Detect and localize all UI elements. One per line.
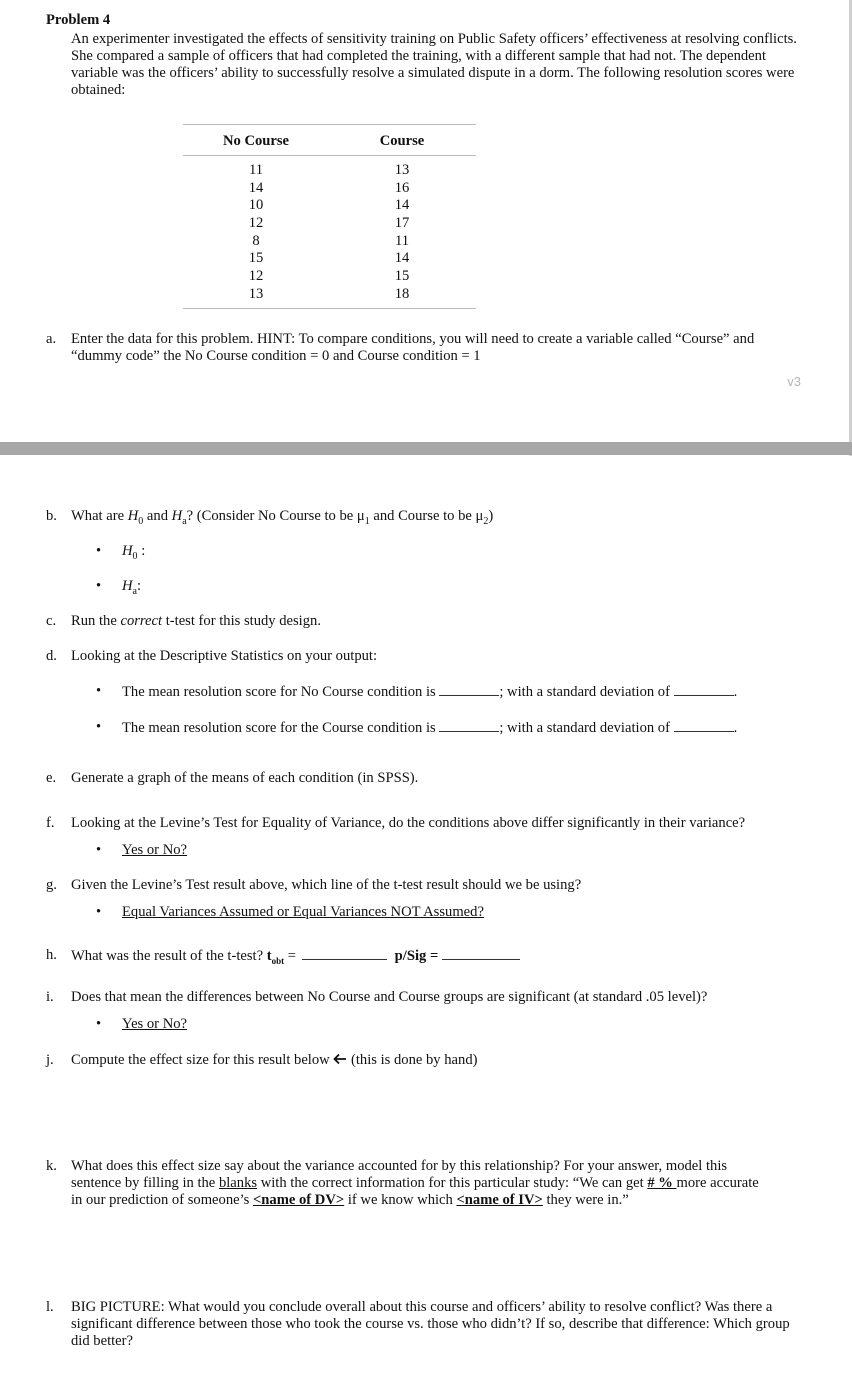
- qc-em: correct: [120, 613, 163, 629]
- table-row: [183, 162, 476, 180]
- table-row: [183, 180, 476, 198]
- cell-no-course: 8: [252, 232, 260, 249]
- table-body: [183, 156, 476, 308]
- cell-course: 14: [394, 197, 410, 214]
- cell-no-course: 12: [248, 268, 264, 285]
- qj-text: Compute the effect size for this result below: [71, 1052, 334, 1068]
- h0-symbol: H: [122, 543, 133, 559]
- question-e-text: Generate a graph of the means of each condition (in SPSS).: [71, 770, 419, 786]
- question-a-label: a.: [46, 331, 57, 347]
- qb-post2: and Course to be μ: [369, 508, 484, 524]
- question-a-text: Enter the data for this problem. HINT: To compare conditions, you will need to create a variable called “Course” and “dummy code” the No Course condition = 0 and Course condition = 1: [71, 331, 755, 364]
- d2-text-c: .: [733, 720, 738, 736]
- bullet-icon: •: [96, 683, 102, 699]
- qk-p4: if we know which: [344, 1192, 457, 1208]
- cell-course: 14: [394, 250, 410, 267]
- question-b-label: b.: [46, 508, 57, 524]
- question-h-label: h.: [46, 947, 57, 963]
- question-d-label: d.: [46, 648, 57, 664]
- d1-text-a: The mean resolution score for No Course condition is: [122, 684, 440, 700]
- h0-line: [122, 543, 145, 565]
- question-f-label: f.: [46, 815, 55, 831]
- question-g-answer: Equal Variances Assumed or Equal Variances NOT Assumed?: [122, 904, 484, 920]
- d2-text-a: The mean resolution score for the Course condition is: [122, 720, 440, 736]
- qk-p2: with the correct information for this particular study: “We can get: [257, 1175, 648, 1191]
- qb-h0-sub: 0: [138, 515, 144, 527]
- sd-course-blank[interactable]: [674, 719, 734, 732]
- t-obtained-blank[interactable]: [302, 947, 387, 960]
- qk-pct: # %: [647, 1175, 677, 1191]
- intro-paragraph: An experimenter investigated the effects of sensitivity training on Public Safety officers’ effectiveness at resolving conflicts. She compared a sample of officers that had completed the training, with a different sample that had not. The dependent variable was the officers’ ability to successfully resolve a simulated dispute in a dorm. The following resolution scores were obtained:: [71, 31, 797, 98]
- p-sig-blank[interactable]: [442, 947, 520, 960]
- cell-course: 13: [394, 162, 410, 178]
- question-g-label: g.: [46, 877, 57, 893]
- mean-no-course-blank[interactable]: [439, 683, 499, 696]
- question-h-text: [71, 947, 831, 970]
- qj-post: (this is done by hand): [347, 1052, 478, 1068]
- table-header: [183, 125, 476, 155]
- question-f-text: Looking at the Levine’s Test for Equality of Variance, do the conditions above differ significantly in their variance?: [71, 815, 746, 831]
- table-row: [183, 233, 476, 251]
- table-row: [183, 268, 476, 286]
- ha-sub: a: [132, 585, 137, 597]
- qk-p1: What does this effect size say about the variance accounted for by this relationship? For your answer, model this sentence by filling in the: [71, 1158, 728, 1191]
- question-b-text: [71, 508, 831, 530]
- version-tag: v3: [787, 374, 801, 389]
- question-k-label: k.: [46, 1158, 57, 1174]
- table-row: [183, 286, 476, 304]
- bullet-icon: •: [96, 842, 102, 858]
- qb-mu2-sub: 2: [483, 515, 489, 527]
- h0-suffix: :: [137, 543, 146, 559]
- qb-and: and: [143, 508, 172, 524]
- bullet-icon: •: [96, 543, 102, 559]
- qc-post: t-test for this study design.: [162, 613, 321, 629]
- qb-ha-sub: a: [182, 515, 187, 527]
- cell-course: 11: [394, 232, 410, 249]
- question-k-text: [71, 1158, 771, 1209]
- question-f-answer: Yes or No?: [122, 842, 188, 858]
- cell-no-course: 12: [248, 215, 264, 232]
- question-i-text: Does that mean the differences between No Course and Course groups are significant (at standard .05 level)?: [71, 989, 708, 1005]
- qk-blanks: blanks: [218, 1175, 258, 1191]
- cell-course: 15: [394, 268, 410, 285]
- header-no-course: No Course: [222, 133, 290, 149]
- cell-course: 16: [394, 179, 410, 196]
- cell-course: 18: [394, 285, 410, 302]
- question-j-label: j.: [46, 1052, 54, 1068]
- d1-text-c: .: [733, 684, 738, 700]
- h0-sub: 0: [132, 550, 138, 562]
- sd-no-course-blank[interactable]: [674, 683, 734, 696]
- qb-mu1-sub: 1: [364, 515, 370, 527]
- table-row: [183, 215, 476, 233]
- mean-no-course-line: [122, 683, 822, 701]
- cell-no-course: 14: [248, 179, 264, 196]
- table-row: [183, 197, 476, 215]
- arrow-left-icon: [333, 1053, 347, 1065]
- table-bottom-rule: [183, 308, 476, 309]
- cell-course: 17: [394, 215, 410, 232]
- qk-iv: <name of IV>: [456, 1192, 543, 1208]
- cell-no-course: 10: [248, 197, 264, 214]
- scores-table: [183, 124, 476, 309]
- question-i-label: i.: [46, 989, 54, 1005]
- bullet-icon: •: [96, 578, 102, 594]
- question-l-text: BIG PICTURE: What would you conclude overall about this course and officers’ ability to resolve conflict? Was there a significant difference between those who took the course vs. those who didn’t? If so, describe that difference: Which group did better?: [71, 1299, 790, 1349]
- ha-symbol: H: [122, 578, 133, 594]
- qb-post3: ): [488, 508, 494, 524]
- question-i-answer: Yes or No?: [122, 1016, 188, 1032]
- p-sig-label: p/Sig =: [394, 948, 442, 964]
- ha-line: [122, 578, 141, 600]
- cell-no-course: 11: [248, 162, 264, 178]
- question-d-text: Looking at the Descriptive Statistics on your output:: [71, 648, 378, 664]
- ha-suffix: :: [137, 578, 142, 594]
- bullet-icon: •: [96, 719, 102, 735]
- t-symbol: t: [266, 948, 272, 964]
- question-c-text: [71, 613, 831, 630]
- d2-text-b: ; with a standard deviation of: [499, 720, 674, 736]
- header-course: Course: [379, 133, 425, 149]
- qh-pre: What was the result of the t-test?: [71, 948, 267, 964]
- qb-pre: What are: [71, 508, 128, 524]
- qk-dv: <name of DV>: [252, 1192, 345, 1208]
- question-c-label: c.: [46, 613, 57, 629]
- bullet-icon: •: [96, 904, 102, 920]
- qk-p5: they were in.”: [542, 1192, 629, 1208]
- qb-h0: H: [127, 508, 139, 524]
- qb-post: ? (Consider No Course to be μ: [186, 508, 365, 524]
- qk-p3: more accurate in our prediction of someone’s: [71, 1175, 759, 1208]
- cell-no-course: 13: [248, 285, 264, 302]
- page-divider: [0, 442, 852, 455]
- t-eq: =: [284, 948, 300, 964]
- question-j-text: [71, 1052, 831, 1069]
- mean-course-blank[interactable]: [439, 719, 499, 732]
- qc-pre: Run the: [71, 613, 121, 629]
- question-g-text: Given the Levine’s Test result above, which line of the t-test result should we be using?: [71, 877, 582, 893]
- cell-no-course: 15: [248, 250, 264, 267]
- t-sub: obt: [271, 955, 285, 966]
- bullet-icon: •: [96, 1016, 102, 1032]
- problem-title: Problem 4: [46, 12, 111, 28]
- d1-text-b: ; with a standard deviation of: [499, 684, 674, 700]
- question-e-label: e.: [46, 770, 57, 786]
- table-row: [183, 250, 476, 268]
- qb-ha: H: [171, 508, 183, 524]
- mean-course-line: [122, 719, 822, 737]
- question-l-label: l.: [46, 1299, 54, 1315]
